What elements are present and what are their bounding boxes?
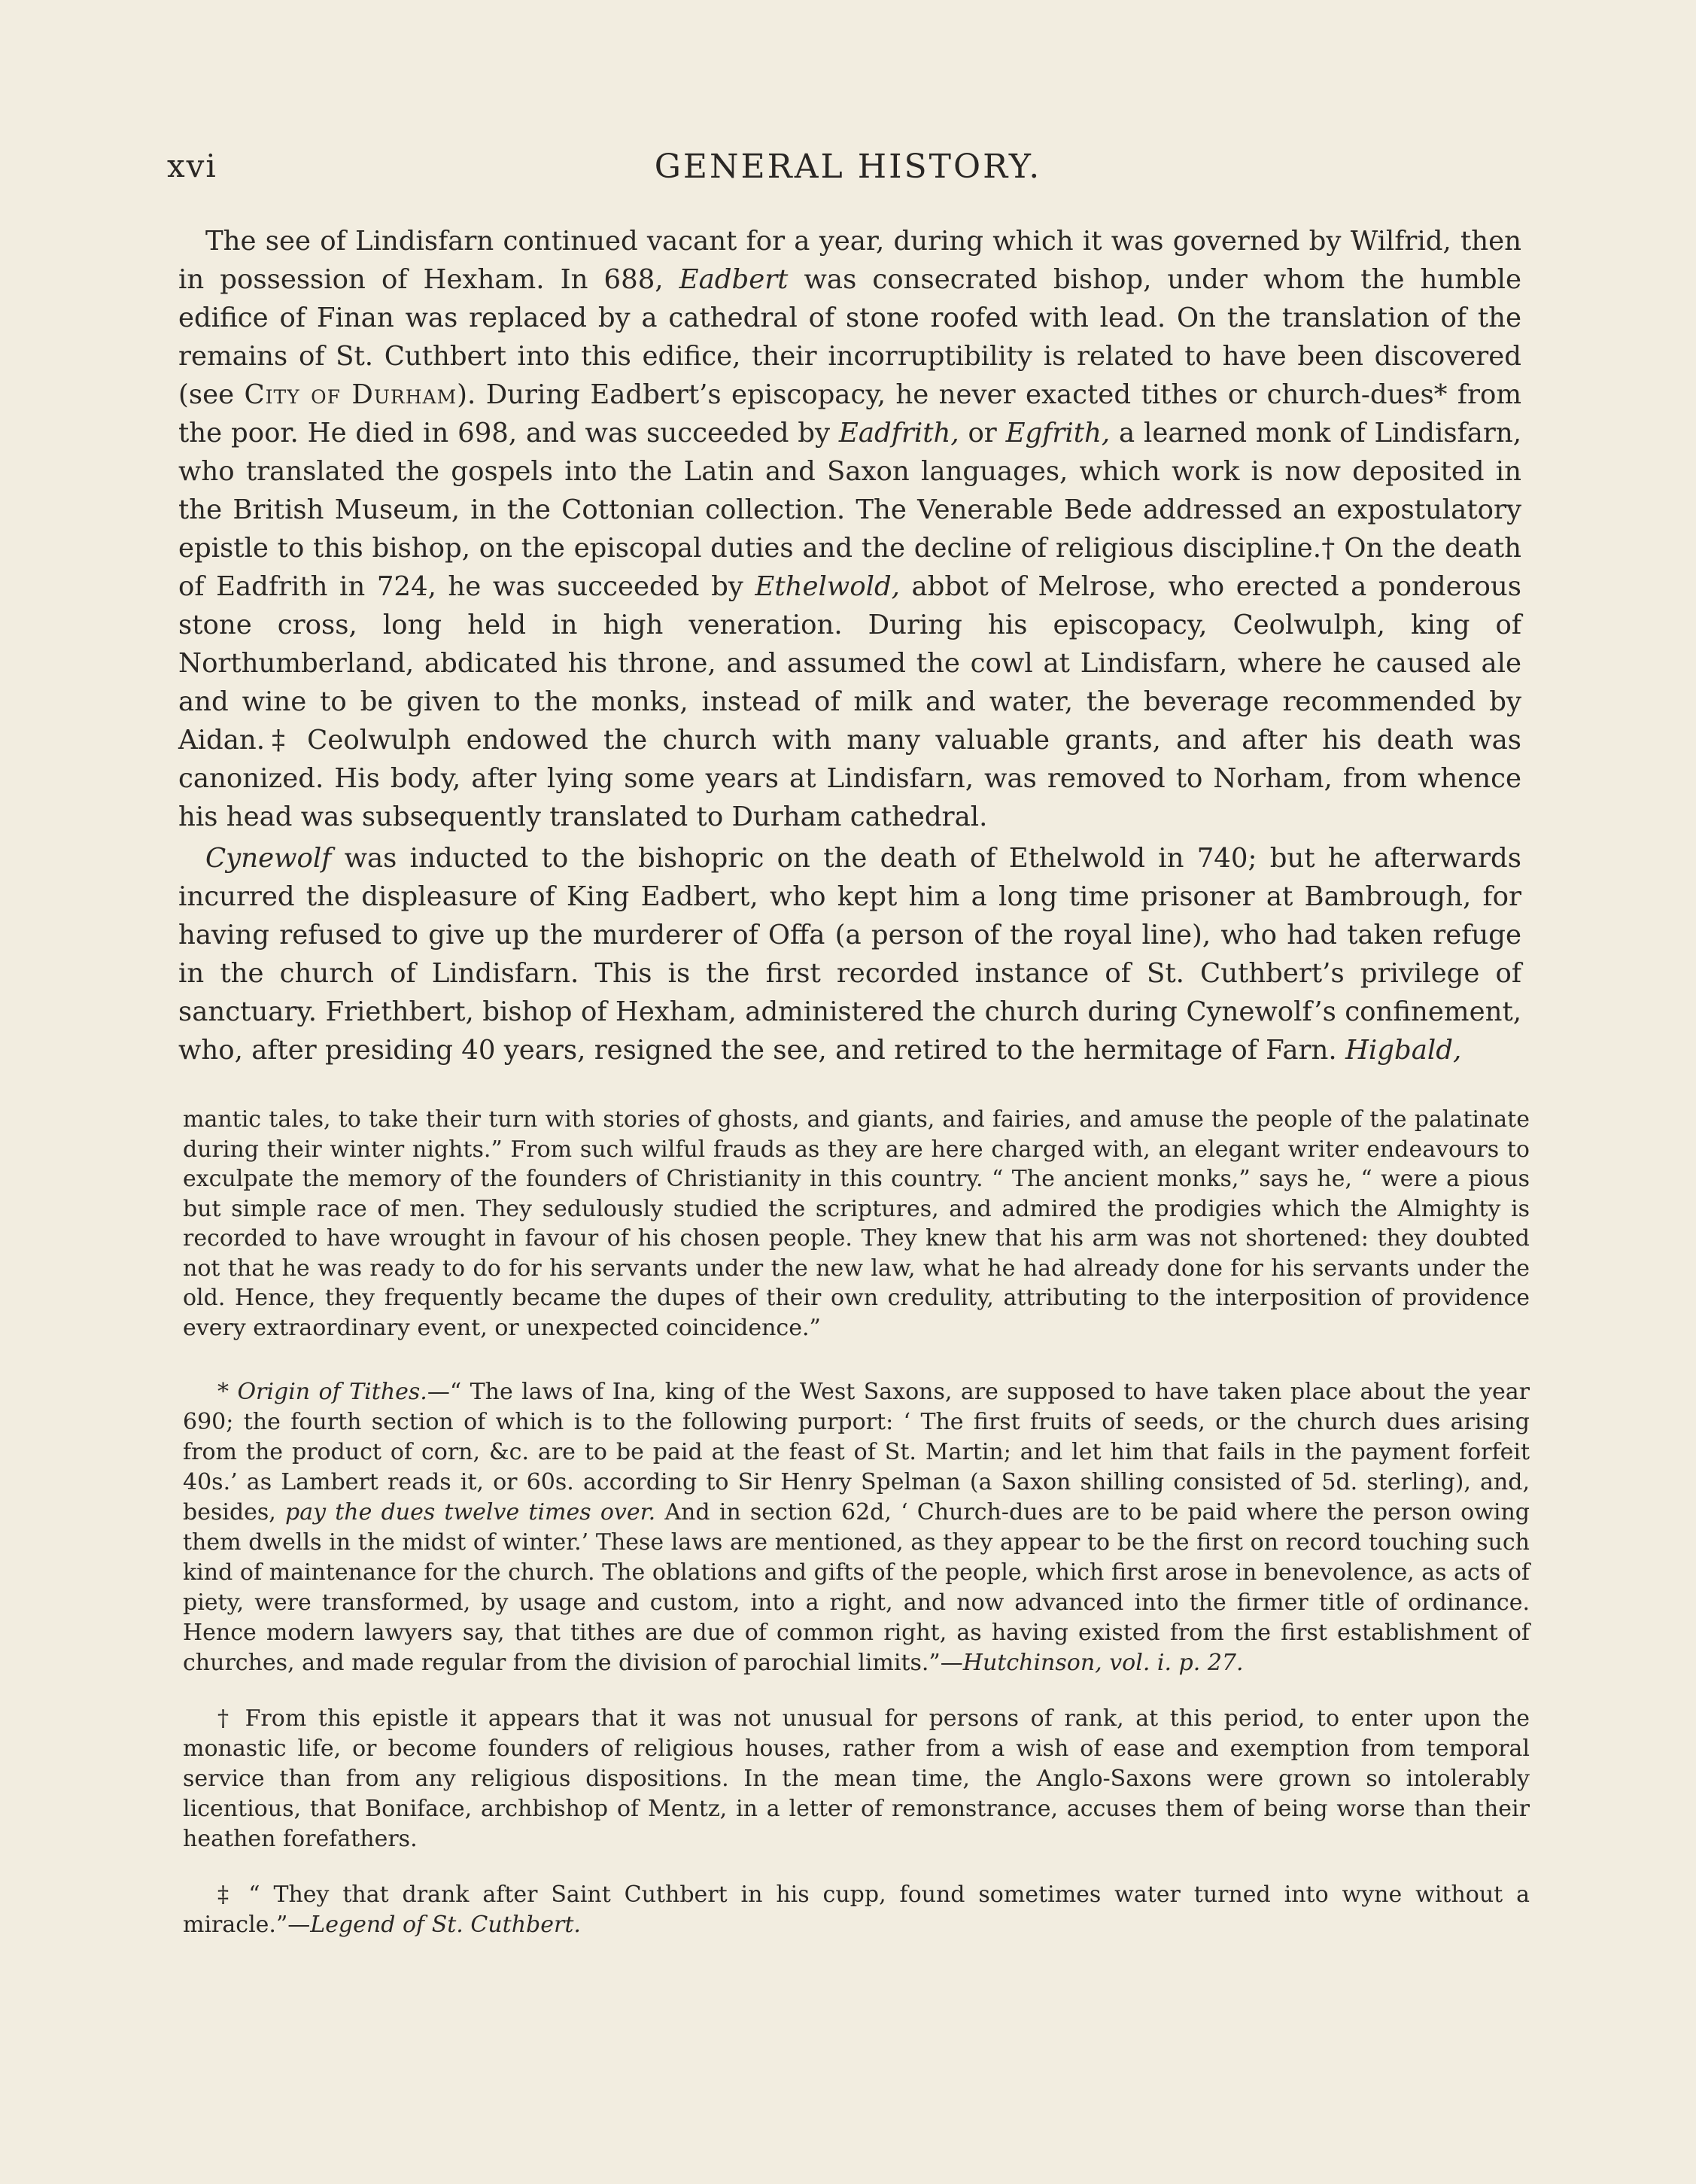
text-run: ). During Eadbert’s episcopacy, he never exacted tithes or church-dues* from the poor. He died in 698, and was succeeded by xyxy=(178,379,1522,449)
italic-phrase: Origin of Tithes. xyxy=(237,1379,427,1405)
italic-name: Eadfrith, xyxy=(838,418,959,449)
continued-footnote: mantic tales, to take their turn with stories of ghosts, and giants, and fairies, and amuse the people of the palatinate during their winter nights.” From such wilful frauds as they are here charged with, an elegant writer endeavours to exculpate the memory of the founders of Christianity in this country. “ The ancient monks,” says he, “ were a pious but simple race of men. They sedulously studied the scriptures, and admired the prodigies which the Almighty is recorded to have wrought in favour of his chosen people. They knew that his arm was not shortened: they doubted not that he was ready to do for his servants under the new law, what he had already done for his servants under the old. Hence, they frequently became the dupes of their own credulity, attributing to the interposition of providence every extraordinary event, or unexpected coincidence.” xyxy=(183,1106,1530,1341)
citation: Legend of St. Cuthbert. xyxy=(310,1912,581,1938)
text-run: a learned monk of Lindisfarn, who translated the gospels into the Latin and Saxon languages, which work is now deposited in the British Museum, in the Cottonian collection. The Venerable Bede addressed an expostulatory epistle to this bishop, on the episcopal duties and the decline of religious discipline.† On the death of Eadfrith in 724, he was succeeded by xyxy=(178,418,1521,602)
italic-phrase: pay the dues twelve times over. xyxy=(285,1499,656,1525)
main-text xyxy=(178,222,1521,1069)
text-run: The see of Lindisfarn continued vacant for a year, during which it was governed by Wilfrid, then in possession of Hexham. In 688, xyxy=(178,226,1521,295)
citation: Hutchinson, vol. i. p. 27. xyxy=(962,1650,1244,1676)
text-run: was inducted to the bishopric on the death of Ethelwold in 740; but he afterwards incurred the displeasure of King Eadbert, who kept him a long time prisoner at Bambrough, for having refused to give up the murderer of Offa (a person of the royal line), who had taken refuge in the church of Lindisfarn. This is the first recorded instance of St. Cuthbert’s privilege of sanctuary. Friethbert, bishop of Hexham, administered the church during Cynewolf’s confinement, who, after presiding 40 years, resigned the see, and retired to the hermitage of Farn. xyxy=(178,843,1521,1066)
italic-name: Cynewolf xyxy=(205,843,332,874)
text-run: ‡ “ They that drank after Saint Cuthbert in his cupp, found sometimes water turned into wyne without a miracle.”— xyxy=(183,1881,1530,1938)
small-caps-reference: City of Durham xyxy=(244,379,457,410)
main-paragraph-1 xyxy=(178,222,1521,836)
italic-name: Ethelwold, xyxy=(755,571,900,602)
page-header xyxy=(167,148,1529,193)
text-run: was consecrated bishop, under whom the humble edifice of Finan was replaced by a cathedral of stone roofed with lead. On the translation of the remains of St. Cuthbert into this edifice, their incorruptibility is related to have been discovered (see xyxy=(178,264,1522,410)
italic-name: Egfrith, xyxy=(1005,418,1111,449)
page-number: xvi xyxy=(167,148,217,184)
footnote-dagger: † From this epistle it appears that it was not unusual for persons of rank, at this period, to enter upon the monastic life, or become founders of religious houses, rather from a wish of ease and exemption from temporal service than from any religious dispositions. In the mean time, the Anglo-Saxons were grown so intolerably licentious, that Boniface, archbishop of Mentz, in a letter of remonstrance, accuses them of being worse than their heathen forefathers. xyxy=(183,1705,1530,1852)
main-paragraph-2 xyxy=(178,839,1521,1069)
footnote-marker: * xyxy=(217,1379,238,1405)
footnotes xyxy=(183,1377,1530,1966)
italic-name: Eadbert xyxy=(679,264,789,295)
footnote-star xyxy=(183,1377,1530,1678)
italic-name: Higbald, xyxy=(1345,1035,1462,1066)
running-title: GENERAL HISTORY. xyxy=(654,148,1042,186)
text-run: And in section 62d, ‘ Church-dues are to be paid where the person owing them dwells in the midst of winter.’ These laws are mentioned, as they appear to be the first on record touching such kind of maintenance for the church. The oblations and gifts of the people, which first arose in benevolence, as acts of piety, were transformed, by usage and custom, into a right, and now advanced into the firmer title of ordinance. Hence modern lawyers say, that tithes are due of common right, as having existed from the first establishment of churches, and made regular from the division of parochial limits.”— xyxy=(183,1499,1530,1676)
text-run: abbot of Melrose, who erected a ponderous stone cross, long held in high veneration. During his episcopacy, Ceolwulph, king of Northumberland, abdicated his throne, and assumed the cowl at Lindisfarn, where he caused ale and wine to be given to the monks, instead of milk and water, the beverage recommended by Aidan.‡ Ceolwulph endowed the church with many valuable grants, and after his death was canonized. His body, after lying some years at Lindisfarn, was removed to Norham, from whence his head was subsequently translated to Durham cathedral. xyxy=(178,571,1521,832)
text-run: —“ The laws of Ina, king of the West Saxons, are supposed to have taken place about the year 690; the fourth section of which is to the following purport: ‘ The first fruits of seeds, or the church dues arising from the product of corn, &c. are to be paid at the feast of St. Martin; and let him that fails in the payment forfeit 40s.’ as Lambert reads it, or 60s. according to Sir Henry Spelman (a Saxon shilling consisted of 5d. sterling), and, besides, xyxy=(183,1379,1530,1525)
footnote-double-dagger xyxy=(183,1880,1530,1940)
text-run: or xyxy=(959,418,1006,449)
